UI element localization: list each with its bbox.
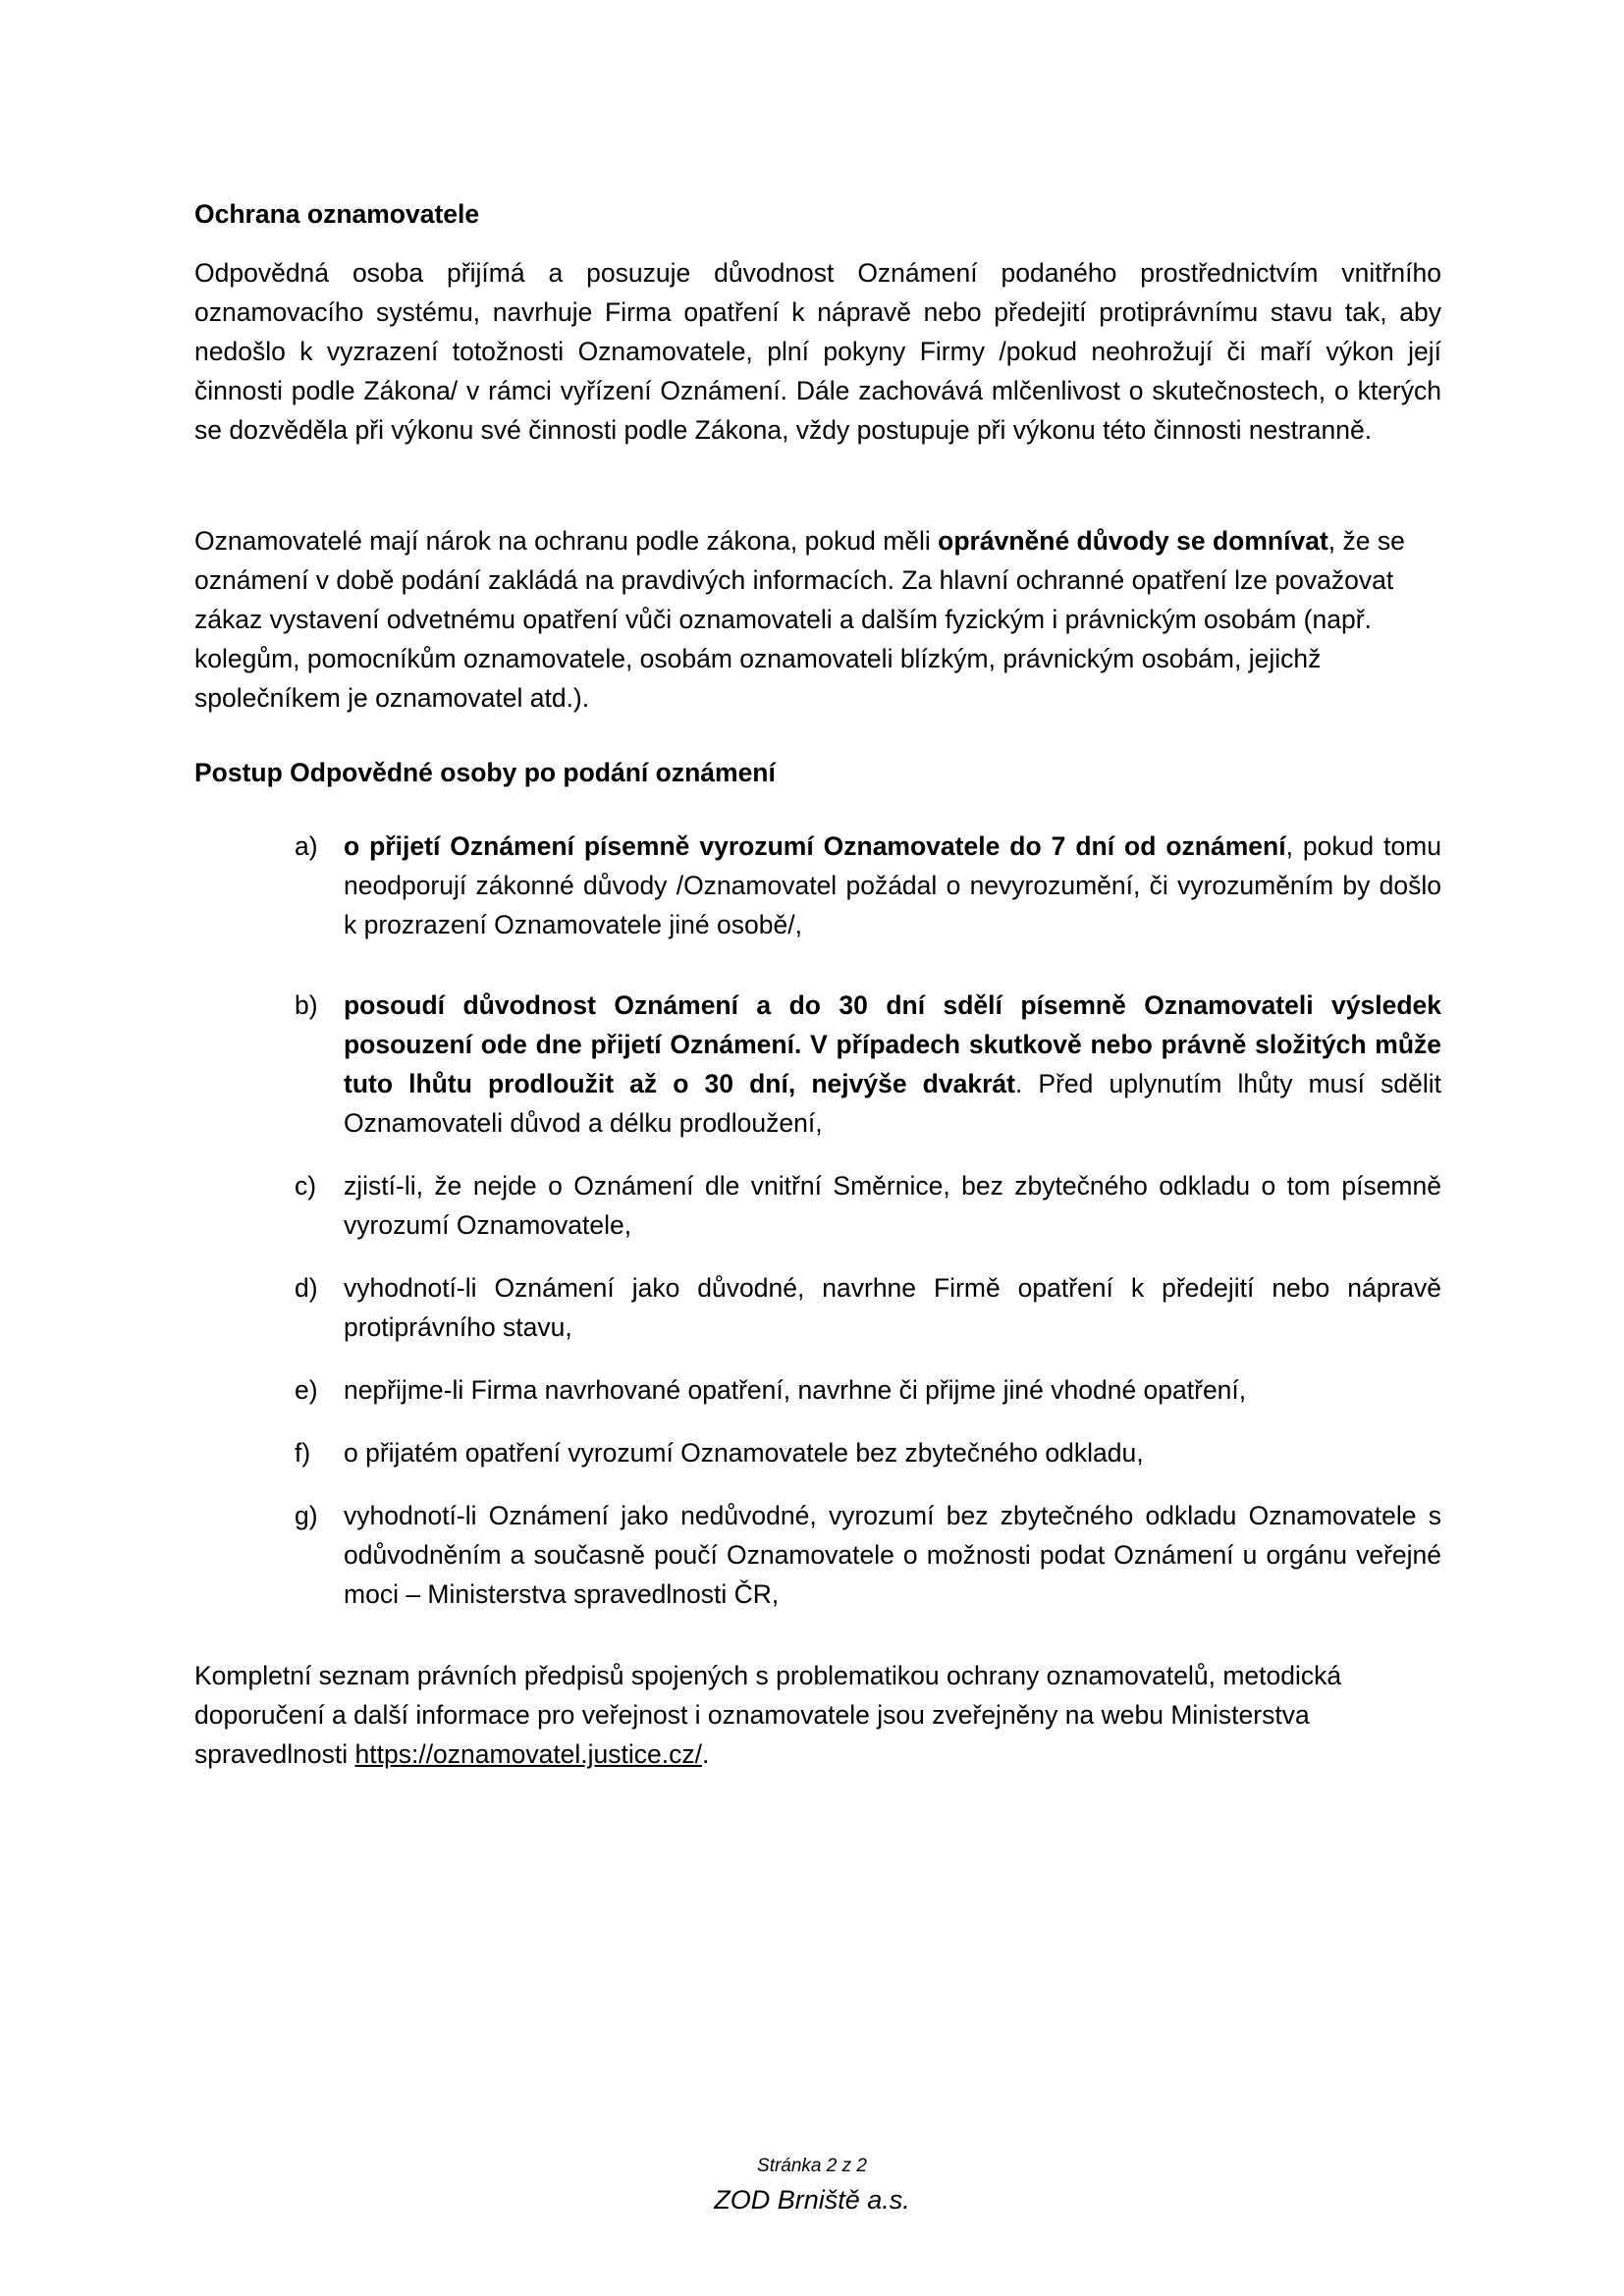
section-heading-protection: Ochrana oznamovatele xyxy=(194,199,480,229)
list-item-text: nepřijme-li Firma navrhované opatření, navrhne či přijme jiné vhodné opatření, xyxy=(344,1375,1247,1405)
list-item-text: vyhodnotí-li Oznámení jako nedůvodné, vyrozumí bez zbytečného odkladu Oznamovatele s odůvodněním a současně poučí Oznamovatele o možnosti podat Oznámení u orgánu veřejné moci – Ministerstva spravedlnosti ČR, xyxy=(344,1501,1441,1609)
list-item-letter: f) xyxy=(295,1438,311,1468)
list-item-text: zjistí-li, že nejde o Oznámení dle vnitřní Směrnice, bez zbytečného odkladu o tom písemně vyrozumí Oznamovatele, xyxy=(344,1171,1441,1240)
footer-company-name: ZOD Brniště a.s. xyxy=(714,2185,910,2215)
list-item-letter: d) xyxy=(295,1273,318,1303)
list-item-text: vyhodnotí-li Oznámení jako důvodné, navrhne Firmě opatření k předejití nebo nápravě protiprávního stavu, xyxy=(344,1273,1441,1342)
list-item-text: o přijatém opatření vyrozumí Oznamovatele bez zbytečného odkladu, xyxy=(344,1438,1144,1468)
list-item-text xyxy=(344,986,1441,1143)
list-item-letter: c) xyxy=(295,1171,317,1201)
ministry-link[interactable]: https://oznamovatel.justice.cz/ xyxy=(354,1739,703,1769)
section-heading-procedure: Postup Odpovědné osoby po podání oznámení xyxy=(194,758,776,787)
list-item-body: , pokud tomu neodporují zákonné důvody /Oznamovatel požádal o nevyrozumění, či vyrozuměním by došlo k prozrazení Oznamovatele jiné osobě/, xyxy=(344,831,1441,939)
closing-text: Kompletní seznam právních předpisů spojených s problematikou ochrany oznamovatelů, metodická doporučení a další informace pro veřejnost i oznamovatele jsou zveřejněny na webu Ministerstva spravedlnosti xyxy=(194,1661,1342,1769)
list-item-letter: b) xyxy=(295,990,318,1020)
list-item-text xyxy=(344,827,1441,944)
paragraph-closing xyxy=(194,1656,1441,1774)
paragraph-emphasis: oprávněné důvody se domnívat xyxy=(938,526,1328,556)
list-item-emphasis: posoudí důvodnost Oznámení a do 30 dní sdělí písemně Oznamovateli výsledek posouzení ode dne přijetí Oznámení. V případech skutkově nebo právně složitých může tuto lhůtu prodloužit až o 30 dní, nejvýše dvakrát xyxy=(344,990,1441,1098)
closing-end: . xyxy=(702,1739,710,1769)
list-item-emphasis: o přijetí Oznámení písemně vyrozumí Oznamovatele do 7 dní od oznámení xyxy=(344,831,1286,861)
paragraph-text: , že se oznámení v době podání zakládá na pravdivých informacích. Za hlavní ochranné opatření lze považovat zákaz vystavení odvetnému opatření vůči oznamovateli a dalším fyzickým i právnickým osobám (např. kolegům, pomocníkům oznamovatele, osobám oznamovateli blízkým, právnickým osobám, jejichž společníkem je oznamovatel atd.). xyxy=(194,526,1405,713)
paragraph-whistleblower-rights xyxy=(194,521,1441,718)
list-item-letter: g) xyxy=(295,1501,318,1530)
page-number: Stránka 2 z 2 xyxy=(757,2156,867,2176)
list-item-letter: e) xyxy=(295,1375,318,1405)
paragraph-text: Oznamovatelé mají nárok na ochranu podle zákona, pokud měli xyxy=(194,526,939,556)
list-item-letter: a) xyxy=(295,831,318,861)
list-item-body: . Před uplynutím lhůty musí sdělit Oznamovateli důvod a délku prodloužení, xyxy=(344,1069,1441,1138)
paragraph-responsible-person: Odpovědná osoba přijímá a posuzuje důvodnost Oznámení podaného prostřednictvím vnitřního oznamovacího systému, navrhuje Firma opatření k nápravě nebo předejití protiprávnímu stavu tak, aby nedošlo k vyzrazení totožnosti Oznamovatele, plní pokyny Firmy /pokud neohrožují či maří výkon její činnosti podle Zákona/ v rámci vyřízení Oznámení. Dále zachovává mlčenlivost o skutečnostech, o kterých se dozvěděla při výkonu své činnosti podle Zákona, vždy postupuje při výkonu této činnosti nestranně. xyxy=(194,258,1441,445)
